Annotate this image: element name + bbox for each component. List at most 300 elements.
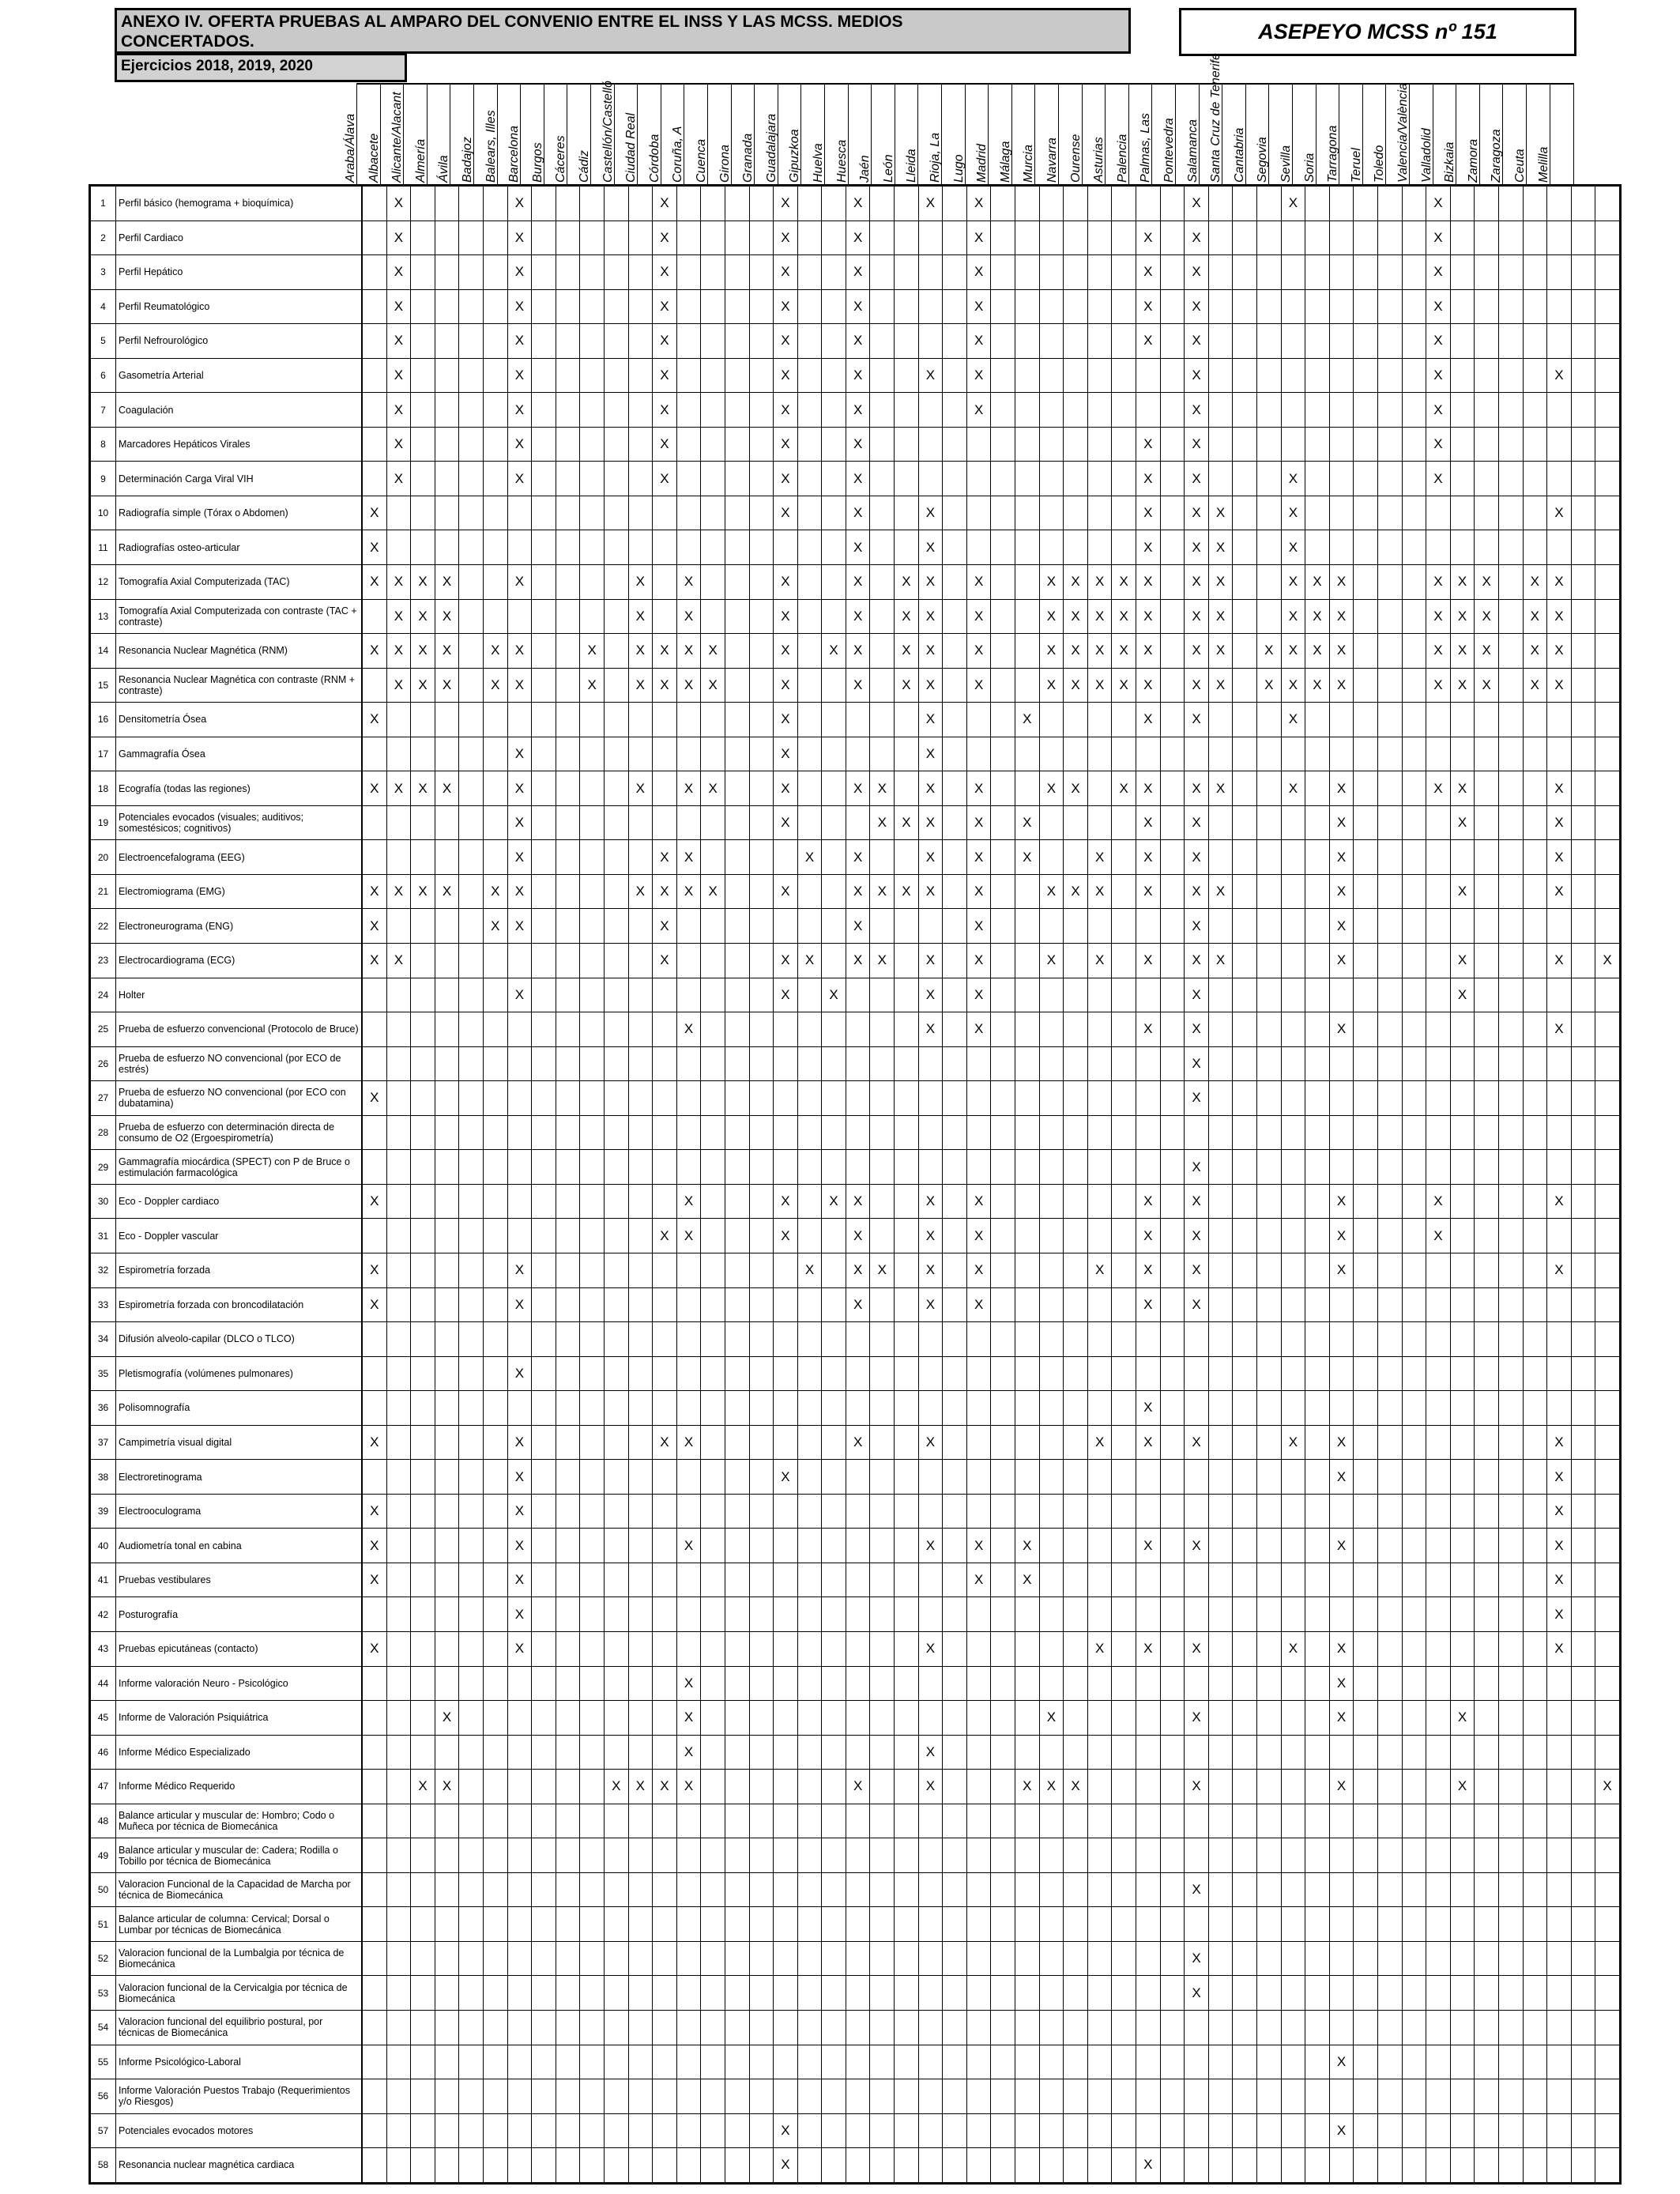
availability-cell (774, 530, 798, 565)
availability-cell (1160, 2113, 1185, 2148)
availability-cell: X (386, 324, 411, 359)
availability-cell: X (676, 1425, 701, 1460)
availability-cell (507, 2079, 532, 2114)
availability-cell: X (918, 530, 943, 565)
availability-cell (1281, 358, 1305, 393)
availability-cell: X (362, 944, 386, 978)
availability-cell (918, 1804, 943, 1838)
availability-cell (749, 1838, 774, 1873)
availability-cell (1498, 1976, 1523, 2011)
availability-cell (1595, 978, 1621, 1012)
availability-cell (846, 978, 870, 1012)
availability-cell: X (386, 599, 411, 634)
availability-cell (797, 978, 822, 1012)
province-name: Ourense (1068, 134, 1083, 183)
test-name: Electroencefalograma (EEG) (116, 840, 363, 875)
availability-cell (1402, 1872, 1426, 1907)
availability-cell (1233, 530, 1257, 565)
availability-cell (797, 1356, 822, 1391)
availability-cell: X (653, 393, 677, 428)
availability-cell (1281, 1184, 1305, 1219)
availability-cell (1354, 1253, 1378, 1287)
availability-cell (459, 2010, 484, 2045)
availability-cell (1571, 1184, 1595, 1219)
availability-cell (556, 1770, 580, 1804)
availability-cell (1377, 358, 1402, 393)
availability-cell (1402, 1563, 1426, 1597)
availability-cell (870, 1529, 895, 1563)
availability-cell (1064, 255, 1088, 290)
availability-cell (1571, 1460, 1595, 1495)
availability-cell (435, 944, 459, 978)
availability-cell (580, 737, 605, 771)
availability-cell (1571, 1425, 1595, 1460)
availability-cell (386, 1253, 411, 1287)
availability-cell (435, 1081, 459, 1116)
availability-cell (1354, 358, 1378, 393)
availability-cell (1402, 1322, 1426, 1357)
availability-cell (1475, 1391, 1499, 1426)
availability-cell (701, 1941, 725, 1976)
availability-cell (1498, 805, 1523, 840)
availability-cell (1305, 1666, 1330, 1701)
availability-cell (1377, 1253, 1402, 1287)
availability-cell (1233, 1631, 1257, 1666)
test-name: Eco - Doppler vascular (116, 1219, 363, 1253)
availability-cell (628, 1804, 653, 1838)
availability-cell (1281, 1666, 1305, 1701)
availability-cell (846, 2045, 870, 2079)
availability-cell (1329, 1046, 1354, 1081)
availability-cell (435, 1941, 459, 1976)
availability-cell (725, 2148, 749, 2184)
availability-cell: X (1281, 565, 1305, 600)
availability-cell (362, 2045, 386, 2079)
availability-cell (1354, 944, 1378, 978)
row-number: 31 (90, 1219, 116, 1253)
availability-cell (1233, 1563, 1257, 1597)
availability-cell (653, 1046, 677, 1081)
availability-cell: X (653, 255, 677, 290)
availability-cell (1426, 2010, 1451, 2045)
availability-cell (459, 324, 484, 359)
availability-cell: X (1281, 668, 1305, 703)
availability-cell (1571, 1735, 1595, 1770)
availability-cell (1329, 2010, 1354, 2045)
availability-cell (1571, 1770, 1595, 1804)
availability-cell (676, 1356, 701, 1391)
availability-cell (725, 1976, 749, 2011)
availability-cell (604, 565, 628, 600)
availability-cell (701, 909, 725, 944)
availability-cell (991, 1425, 1015, 1460)
availability-cell (966, 1494, 991, 1529)
availability-cell (556, 2148, 580, 2184)
availability-cell (386, 496, 411, 530)
availability-cell (1112, 1253, 1136, 1287)
availability-cell (1281, 2045, 1305, 2079)
availability-cell (774, 1838, 798, 1873)
availability-cell (991, 1356, 1015, 1391)
availability-cell: X (966, 874, 991, 909)
availability-cell: X (846, 634, 870, 669)
availability-cell (459, 1356, 484, 1391)
province-name: Cantabria (1232, 127, 1246, 183)
availability-cell (943, 1735, 967, 1770)
availability-cell: X (1426, 324, 1451, 359)
availability-cell: X (1039, 1770, 1064, 1804)
availability-cell (1571, 737, 1595, 771)
availability-cell (532, 427, 556, 462)
availability-cell (1305, 1529, 1330, 1563)
province-name: Badajoz (461, 137, 474, 183)
availability-cell (725, 1804, 749, 1838)
availability-cell: X (1136, 874, 1161, 909)
availability-cell (628, 1046, 653, 1081)
availability-cell: X (774, 634, 798, 669)
availability-cell (1523, 978, 1547, 1012)
availability-cell (1498, 1597, 1523, 1632)
availability-cell: X (676, 634, 701, 669)
availability-cell (1402, 1735, 1426, 1770)
availability-cell (1475, 1012, 1499, 1047)
availability-cell (1523, 289, 1547, 324)
availability-cell (604, 1941, 628, 1976)
availability-cell (1354, 324, 1378, 359)
availability-cell (1039, 1529, 1064, 1563)
availability-cell (532, 1081, 556, 1116)
availability-cell: X (966, 1012, 991, 1047)
availability-cell (628, 1356, 653, 1391)
availability-cell: X (507, 1460, 532, 1495)
availability-cell (459, 1804, 484, 1838)
availability-cell (749, 393, 774, 428)
availability-cell (459, 1184, 484, 1219)
availability-cell: X (846, 771, 870, 806)
availability-cell (362, 358, 386, 393)
availability-cell (1329, 1563, 1354, 1597)
availability-cell (749, 1046, 774, 1081)
availability-cell (483, 1115, 507, 1150)
availability-cell: X (1450, 978, 1475, 1012)
availability-cell (1329, 289, 1354, 324)
availability-cell (1402, 221, 1426, 255)
availability-cell: X (1329, 1425, 1354, 1460)
availability-cell (1305, 427, 1330, 462)
availability-cell (1450, 1391, 1475, 1426)
availability-cell (797, 1219, 822, 1253)
availability-cell (1256, 255, 1281, 290)
availability-cell (1208, 1631, 1233, 1666)
availability-cell (846, 2010, 870, 2045)
availability-cell (1571, 668, 1595, 703)
availability-cell (653, 1666, 677, 1701)
availability-cell (991, 1081, 1015, 1116)
availability-cell (507, 1804, 532, 1838)
availability-cell (966, 2079, 991, 2114)
availability-cell (846, 2079, 870, 2114)
availability-cell (411, 1287, 435, 1322)
availability-cell (1498, 565, 1523, 600)
availability-cell (653, 1012, 677, 1047)
availability-cell (483, 1941, 507, 1976)
availability-cell (749, 221, 774, 255)
availability-cell: X (1185, 393, 1209, 428)
availability-cell (797, 1597, 822, 1632)
availability-cell (1039, 2148, 1064, 2184)
availability-cell (1039, 221, 1064, 255)
availability-cell: X (1136, 1529, 1161, 1563)
availability-cell (556, 2079, 580, 2114)
availability-cell (1402, 1838, 1426, 1873)
availability-cell (362, 1941, 386, 1976)
availability-cell (1354, 1941, 1378, 1976)
availability-cell (1160, 1046, 1185, 1081)
availability-cell (701, 1563, 725, 1597)
availability-cell: X (1112, 668, 1136, 703)
availability-cell (749, 805, 774, 840)
availability-cell (1498, 2045, 1523, 2079)
test-name: Potenciales evocados (visuales; auditivos; somestésicos; cognitivos) (116, 805, 363, 840)
availability-cell (386, 909, 411, 944)
availability-cell (1595, 805, 1621, 840)
availability-cell (362, 2113, 386, 2148)
availability-cell (507, 1012, 532, 1047)
availability-cell (628, 978, 653, 1012)
availability-cell (797, 1115, 822, 1150)
availability-cell: X (1136, 1253, 1161, 1287)
availability-cell (628, 221, 653, 255)
availability-cell (604, 393, 628, 428)
availability-cell (676, 2148, 701, 2184)
availability-cell (822, 2010, 846, 2045)
availability-cell (507, 1184, 532, 1219)
availability-cell (1305, 1597, 1330, 1632)
availability-cell (725, 874, 749, 909)
availability-cell (725, 1563, 749, 1597)
availability-cell (725, 1907, 749, 1942)
availability-cell (1354, 2148, 1378, 2184)
availability-cell (532, 565, 556, 600)
availability-cell (1377, 978, 1402, 1012)
availability-cell (1571, 1666, 1595, 1701)
availability-cell (1450, 2045, 1475, 2079)
row-number: 47 (90, 1770, 116, 1804)
availability-cell (1305, 2010, 1330, 2045)
availability-cell (991, 1184, 1015, 1219)
availability-cell (774, 1529, 798, 1563)
availability-cell (918, 1322, 943, 1357)
availability-cell (459, 1046, 484, 1081)
availability-cell (701, 1529, 725, 1563)
availability-cell (1523, 1184, 1547, 1219)
availability-cell (966, 1976, 991, 2011)
availability-cell (1595, 2010, 1621, 2045)
availability-cell (1233, 186, 1257, 221)
availability-cell: X (386, 255, 411, 290)
availability-cell (1281, 1907, 1305, 1942)
availability-cell (459, 668, 484, 703)
availability-cell (943, 909, 967, 944)
availability-cell (362, 1391, 386, 1426)
availability-cell (653, 2079, 677, 2114)
availability-cell (1233, 1081, 1257, 1116)
test-name: Informe Psicológico-Laboral (116, 2045, 363, 2079)
availability-cell (483, 599, 507, 634)
availability-cell (1015, 1081, 1040, 1116)
availability-cell (1475, 1735, 1499, 1770)
availability-cell: X (966, 1563, 991, 1597)
availability-cell (1112, 944, 1136, 978)
availability-cell (1426, 1081, 1451, 1116)
availability-cell (1208, 393, 1233, 428)
availability-cell (870, 909, 895, 944)
test-name: Electroretinograma (116, 1460, 363, 1495)
availability-cell: X (966, 634, 991, 669)
availability-cell (459, 565, 484, 600)
availability-cell: X (507, 186, 532, 221)
availability-cell (1256, 2113, 1281, 2148)
availability-cell: X (1329, 668, 1354, 703)
availability-cell (1160, 565, 1185, 600)
availability-cell (991, 599, 1015, 634)
test-name: Pruebas vestibulares (116, 1563, 363, 1597)
availability-cell: X (653, 289, 677, 324)
availability-cell (1354, 496, 1378, 530)
availability-cell (1329, 1150, 1354, 1185)
availability-cell (1571, 634, 1595, 669)
province-name: Córdoba (647, 134, 661, 183)
availability-cell (774, 1150, 798, 1185)
availability-cell (1039, 1976, 1064, 2011)
availability-cell (1039, 496, 1064, 530)
availability-cell (1450, 186, 1475, 221)
availability-cell (532, 255, 556, 290)
availability-cell: X (797, 944, 822, 978)
availability-cell (895, 1976, 919, 2011)
availability-cell (725, 1184, 749, 1219)
availability-cell (1160, 1012, 1185, 1047)
availability-cell (725, 1494, 749, 1529)
availability-cell (1402, 1941, 1426, 1976)
availability-cell: X (1185, 840, 1209, 875)
availability-cell (1329, 427, 1354, 462)
availability-cell (1233, 1494, 1257, 1529)
availability-cell (918, 1976, 943, 2011)
availability-cell: X (1039, 944, 1064, 978)
availability-cell (870, 1666, 895, 1701)
availability-cell (1112, 1976, 1136, 2011)
availability-cell (966, 1356, 991, 1391)
availability-cell (1329, 324, 1354, 359)
availability-cell (1523, 530, 1547, 565)
availability-cell (1377, 1872, 1402, 1907)
table-row (90, 221, 1621, 255)
availability-cell (701, 358, 725, 393)
availability-cell (1087, 1666, 1112, 1701)
availability-cell (1087, 255, 1112, 290)
availability-cell (507, 1081, 532, 1116)
availability-cell (1160, 634, 1185, 669)
availability-cell (1426, 737, 1451, 771)
availability-cell: X (966, 289, 991, 324)
availability-cell (870, 703, 895, 737)
availability-cell (676, 1976, 701, 2011)
availability-cell (1039, 255, 1064, 290)
availability-cell (991, 1115, 1015, 1150)
availability-cell (1571, 393, 1595, 428)
availability-cell: X (1185, 1941, 1209, 1976)
availability-cell (1498, 2113, 1523, 2148)
availability-cell (459, 1322, 484, 1357)
table-row (90, 2010, 1621, 2045)
availability-cell (1402, 1287, 1426, 1322)
availability-cell (918, 393, 943, 428)
row-number: 2 (90, 221, 116, 255)
availability-cell (1595, 1597, 1621, 1632)
availability-cell (1233, 2079, 1257, 2114)
availability-cell (1281, 1941, 1305, 1976)
availability-cell (1498, 944, 1523, 978)
availability-cell (749, 1976, 774, 2011)
availability-cell (1426, 1529, 1451, 1563)
availability-cell (483, 1356, 507, 1391)
availability-cell (1160, 1666, 1185, 1701)
availability-cell (556, 1046, 580, 1081)
availability-cell: X (1185, 1701, 1209, 1736)
table-row (90, 393, 1621, 428)
availability-cell (701, 1150, 725, 1185)
availability-cell (1305, 840, 1330, 875)
availability-cell (1354, 703, 1378, 737)
availability-cell: X (1136, 565, 1161, 600)
availability-cell (1039, 1804, 1064, 1838)
availability-cell (1015, 255, 1040, 290)
availability-cell (1475, 289, 1499, 324)
availability-cell: X (507, 324, 532, 359)
availability-cell (846, 1494, 870, 1529)
province-name: Toledo (1373, 145, 1387, 183)
availability-cell (532, 2113, 556, 2148)
availability-cell (676, 1872, 701, 1907)
availability-cell (1112, 1631, 1136, 1666)
test-name: Valoracion funcional del equilibrio postural, por técnicas de Biomecánica (116, 2010, 363, 2045)
availability-cell (1039, 1907, 1064, 1942)
availability-cell (822, 186, 846, 221)
availability-cell (1426, 1460, 1451, 1495)
availability-cell (1571, 1322, 1595, 1357)
availability-cell (725, 1046, 749, 1081)
availability-cell (1595, 1941, 1621, 1976)
availability-cell (1450, 840, 1475, 875)
availability-cell (797, 2010, 822, 2045)
availability-cell: X (1547, 1597, 1572, 1632)
availability-cell (749, 427, 774, 462)
availability-cell (1233, 1529, 1257, 1563)
row-number: 36 (90, 1391, 116, 1426)
availability-cell (1281, 1287, 1305, 1322)
availability-cell (386, 1597, 411, 1632)
availability-cell (483, 1425, 507, 1460)
availability-cell (797, 909, 822, 944)
availability-cell: X (1523, 668, 1547, 703)
availability-cell (580, 1287, 605, 1322)
availability-cell (459, 1115, 484, 1150)
availability-cell (1377, 909, 1402, 944)
availability-cell (1039, 909, 1064, 944)
availability-cell: X (1185, 186, 1209, 221)
test-name: Prueba de esfuerzo NO convencional (por ECO con dubatamina) (116, 1081, 363, 1116)
